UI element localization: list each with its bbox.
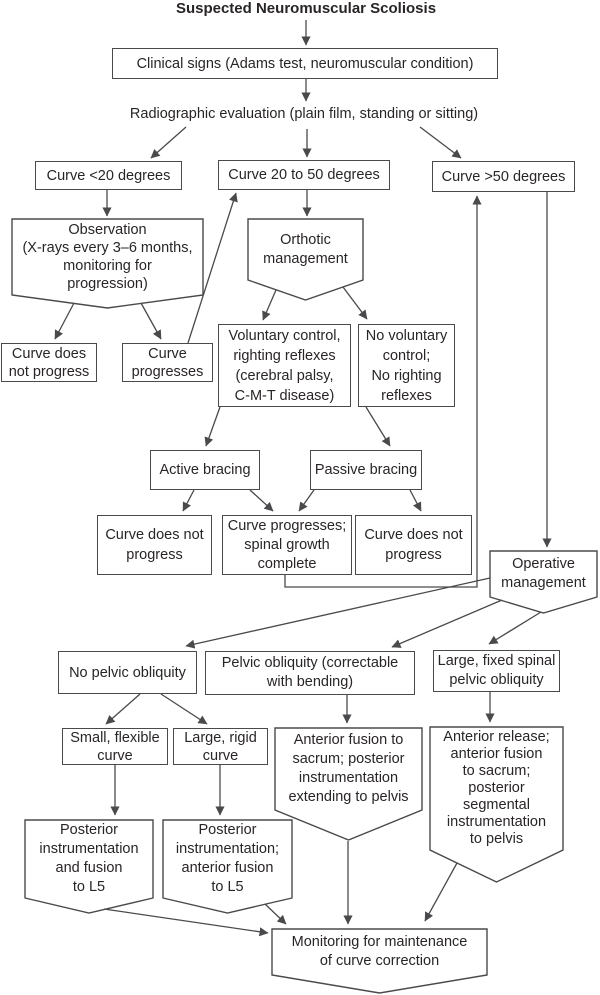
voluntary-control-label-line: Voluntary control,	[228, 327, 341, 344]
anterior-release-label-line: Anterior release;	[443, 729, 550, 745]
curve-over-50-degrees-label-line: Curve >50 degrees	[441, 168, 566, 185]
small-flexible-curve-label-line: Small, flexible	[70, 729, 160, 746]
anterior-release-label-line: to pelvis	[469, 831, 524, 847]
edge-voluntary-control-to-active-bracing	[206, 407, 220, 446]
curve-progresses-label-line: progresses	[131, 363, 204, 380]
curve-20-to-50-degrees	[218, 160, 390, 190]
edge-orthotic-management-to-voluntary-control	[263, 290, 276, 320]
large-fixed-spinal-pelvic-obliquity	[433, 650, 560, 692]
passive-bracing-label-line: Passive bracing	[314, 462, 418, 478]
operative-management	[490, 551, 597, 597]
edge-operative-management-to-no-pelvic-obliquity	[186, 578, 490, 646]
curve-does-not-progress-active-label-line: progress	[126, 547, 183, 563]
anterior-fusion-to-sacrum-label-line: Anterior fusion to	[293, 732, 404, 748]
edge-orthotic-management-to-no-voluntary-control	[343, 287, 367, 319]
curve-does-not-progress-passive-label-line: Curve does not	[364, 527, 463, 543]
edge-no-pelvic-obliquity-to-small-flexible-curve	[106, 694, 140, 724]
curve-progresses-label-line: Curve	[148, 345, 187, 362]
passive-bracing	[310, 450, 422, 490]
anterior-fusion-to-sacrum-label-line: instrumentation	[298, 770, 399, 786]
no-voluntary-control	[358, 324, 455, 407]
edge-no-pelvic-obliquity-to-large-rigid-curve	[161, 694, 207, 724]
observation-label-line: progression)	[67, 276, 148, 292]
title	[170, 0, 442, 18]
curve-does-not-progress-early-label-line: Curve does	[11, 345, 87, 362]
monitoring-curve-correction	[272, 929, 487, 975]
posterior-instrumentation-anterior-fusion-to-l5-label-line: instrumentation;	[175, 841, 280, 857]
monitoring-curve-correction-label-line: Monitoring for maintenance	[291, 934, 468, 950]
curve-does-not-progress-passive	[355, 515, 472, 575]
curve-does-not-progress-active	[97, 515, 212, 575]
pelvic-obliquity-correctable	[205, 651, 415, 695]
small-flexible-curve	[62, 728, 168, 765]
curve-under-20-degrees	[35, 161, 182, 190]
posterior-instrumentation-and-fusion-to-l5-label-line: instrumentation	[39, 841, 139, 857]
edge-operative-management-to-pelvic-obliquity-correctable	[392, 600, 502, 647]
edge-posterior-instrumentation-and-fusion-to-l5-to-monitoring-curve-correction	[104, 909, 268, 933]
clinical-signs	[112, 48, 498, 79]
large-rigid-curve-label-line: curve	[202, 747, 239, 764]
anterior-release-label-line: instrumentation	[446, 814, 547, 830]
edge-radiographic-evaluation-to-curve-over-50-degrees	[420, 127, 461, 158]
anterior-release-label-line: posterior	[468, 780, 525, 796]
edge-passive-bracing-to-curve-does-not-progress-passive	[410, 490, 421, 511]
orthotic-management	[248, 219, 363, 280]
edge-no-voluntary-control-to-passive-bracing	[366, 407, 390, 446]
curve-progresses-spinal-growth-complete-label-line: spinal growth	[244, 536, 330, 553]
curve-progresses-spinal-growth-complete-label-line: Curve progresses;	[227, 517, 347, 534]
curve-does-not-progress-active-label-line: Curve does not	[105, 527, 204, 543]
anterior-fusion-to-sacrum-label-line: sacrum; posterior	[292, 751, 405, 767]
voluntary-control-label-line: C-M-T disease)	[234, 387, 335, 404]
posterior-instrumentation-anterior-fusion-to-l5-label-line: anterior fusion	[181, 860, 274, 876]
curve-over-50-degrees	[432, 161, 575, 192]
curve-does-not-progress-early	[1, 343, 97, 382]
voluntary-control-label-line: (cerebral palsy,	[235, 367, 334, 384]
no-voluntary-control-label-line: No voluntary	[365, 327, 448, 344]
large-rigid-curve-label-line: Large, rigid	[184, 729, 257, 746]
pelvic-obliquity-correctable-label-line: Pelvic obliquity (correctable	[221, 655, 399, 671]
active-bracing-label-line: Active bracing	[159, 462, 251, 478]
curve-does-not-progress-early-label-line: not progress	[8, 363, 90, 380]
small-flexible-curve-label-line: curve	[97, 747, 133, 764]
edge-observation-to-curve-progresses	[141, 303, 161, 339]
no-pelvic-obliquity-label-line: No pelvic obliquity	[69, 664, 186, 681]
observation-label-line: Observation	[68, 222, 147, 238]
observation	[12, 219, 203, 295]
curve-progresses	[122, 343, 213, 382]
no-voluntary-control-label-line: control;	[382, 347, 431, 364]
operative-management-label-line: management	[501, 575, 586, 591]
anterior-release-label-line: to sacrum;	[462, 763, 531, 779]
large-fixed-spinal-pelvic-obliquity-label-line: pelvic obliquity	[449, 672, 544, 688]
posterior-instrumentation-and-fusion-to-l5-label-line: to L5	[72, 879, 106, 895]
observation-label-line: (X-rays every 3–6 months,	[22, 240, 193, 256]
curve-20-to-50-degrees-label-line: Curve 20 to 50 degrees	[228, 167, 380, 183]
large-rigid-curve	[173, 728, 268, 765]
anterior-release-label-line: segmental	[463, 797, 530, 813]
edge-active-bracing-to-curve-progresses-spinal-growth-complete	[250, 490, 273, 511]
voluntary-control	[218, 324, 351, 407]
posterior-instrumentation-anterior-fusion-to-l5-label-line: Posterior	[198, 822, 257, 838]
edge-operative-management-to-large-fixed-spinal-pelvic-obliquity	[489, 612, 541, 644]
edge-anterior-release-to-monitoring-curve-correction	[425, 863, 457, 921]
anterior-fusion-to-sacrum-label-line: extending to pelvis	[288, 789, 409, 805]
no-pelvic-obliquity	[58, 651, 197, 694]
posterior-instrumentation-and-fusion-to-l5-label-line: Posterior	[59, 822, 119, 838]
large-fixed-spinal-pelvic-obliquity-label-line: Large, fixed spinal	[437, 653, 556, 669]
title-label-line: Suspected Neuromuscular Scoliosis	[175, 0, 437, 17]
posterior-instrumentation-and-fusion-to-l5	[25, 820, 153, 898]
operative-management-label-line: Operative	[512, 556, 575, 572]
no-voluntary-control-label-line: reflexes	[381, 387, 432, 404]
curve-under-20-degrees-label-line: Curve <20 degrees	[46, 167, 171, 184]
voluntary-control-label-line: righting reflexes	[233, 347, 336, 364]
curve-does-not-progress-passive-label-line: progress	[385, 547, 442, 563]
edge-passive-bracing-to-curve-progresses-spinal-growth-complete	[299, 490, 314, 511]
posterior-instrumentation-anterior-fusion-to-l5	[163, 820, 292, 898]
anterior-release	[430, 727, 563, 850]
posterior-instrumentation-anterior-fusion-to-l5-label-line: to L5	[211, 879, 244, 895]
curve-progresses-spinal-growth-complete	[222, 515, 352, 575]
no-voluntary-control-label-line: No righting	[371, 367, 442, 384]
anterior-release-label-line: anterior fusion	[450, 746, 543, 762]
curve-progresses-spinal-growth-complete-label-line: complete	[257, 555, 317, 572]
pelvic-obliquity-correctable-label-line: with bending)	[266, 674, 354, 690]
edge-observation-to-curve-does-not-progress-early	[55, 303, 74, 339]
radiographic-evaluation	[105, 104, 503, 124]
orthotic-management-label-line: Orthotic	[280, 231, 331, 248]
radiographic-evaluation-label-line: Radiographic evaluation (plain film, standing or sitting)	[129, 106, 479, 122]
edge-active-bracing-to-curve-does-not-progress-active	[183, 490, 194, 511]
active-bracing	[150, 450, 260, 490]
observation-label-line: monitoring for	[63, 258, 152, 274]
edge-posterior-instrumentation-anterior-fusion-to-l5-to-monitoring-curve-correction	[265, 904, 286, 924]
edge-radiographic-evaluation-to-curve-under-20-degrees	[151, 127, 186, 158]
orthotic-management-label-line: management	[263, 250, 348, 267]
posterior-instrumentation-and-fusion-to-l5-label-line: and fusion	[55, 860, 123, 876]
anterior-fusion-to-sacrum	[275, 728, 422, 810]
monitoring-curve-correction-label-line: of curve correction	[319, 953, 440, 969]
clinical-signs-label-line: Clinical signs (Adams test, neuromuscular condition)	[136, 55, 474, 72]
